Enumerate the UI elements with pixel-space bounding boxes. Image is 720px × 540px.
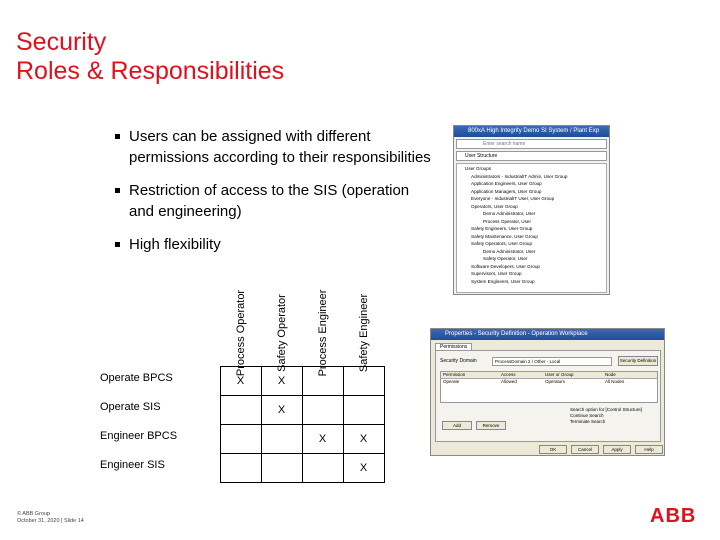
title-line-1: Security xyxy=(16,28,107,56)
plant-explorer-screenshot xyxy=(453,125,610,295)
bullet-list xyxy=(115,126,435,267)
apply-button[interactable]: Apply xyxy=(603,445,631,454)
tree-item[interactable]: Safety Engineers, User Group xyxy=(471,226,533,231)
bullet-item xyxy=(115,126,435,168)
column-header-process-engineer: Process Engineer xyxy=(317,289,329,377)
cell: All Nodes xyxy=(605,379,625,384)
table-row xyxy=(98,367,384,396)
window-titlebar: 800xA High Integrity Demo SI System / Plant Exp xyxy=(454,126,609,137)
slide-footer xyxy=(17,511,84,525)
search-option-group xyxy=(570,407,642,425)
column-header[interactable]: User or Group xyxy=(545,372,574,377)
security-domain-label: Security Domain xyxy=(440,358,477,364)
tree-item[interactable]: Safety Operators, User Group xyxy=(471,241,533,246)
matrix-cell xyxy=(302,454,343,483)
permissions-panel xyxy=(435,350,661,442)
tree-item[interactable]: System Engineers, User Group xyxy=(471,278,535,284)
column-header[interactable]: Access xyxy=(501,372,516,377)
tree-item[interactable]: Demo Administrator, User xyxy=(483,211,536,216)
domain-select[interactable]: ProcessDomain 2 / Other - Local xyxy=(492,357,612,366)
matrix-cell xyxy=(343,396,384,425)
bullet-text: High flexibility xyxy=(129,236,221,253)
table-row xyxy=(98,425,384,454)
column-header[interactable]: Node xyxy=(605,372,616,377)
bullet-text: Restriction of access to the SIS (operation and engineering) xyxy=(129,182,410,220)
row-label: Operate SIS xyxy=(100,400,161,413)
tree-item[interactable]: Everyone - IndustrialIT User, User Group xyxy=(471,196,555,201)
matrix-cell xyxy=(220,454,261,483)
tree-item[interactable]: Administrators - IndustrialIT Admin, User Group xyxy=(471,173,568,179)
column-header[interactable]: Permission xyxy=(443,372,466,377)
tree-item[interactable]: Operators, User Group xyxy=(471,203,518,209)
terminate-search-radio[interactable]: Terminate Search xyxy=(570,419,606,424)
add-button[interactable]: Add xyxy=(442,421,472,430)
tree-item[interactable]: Application Engineers, User Group xyxy=(471,181,542,186)
bullet-square-icon xyxy=(115,188,120,193)
title-line-2: Roles & Responsibilities xyxy=(16,57,285,85)
bullet-text: Users can be assigned with different permissions according to their responsibilities xyxy=(129,128,431,166)
tree-view xyxy=(456,163,607,293)
security-definition-screenshot xyxy=(430,328,665,456)
copyright-text: © ABB Group xyxy=(17,511,51,517)
table-row xyxy=(98,396,384,425)
matrix-cell xyxy=(343,367,384,396)
matrix-cell: X xyxy=(220,367,261,396)
column-header-safety-engineer: Safety Engineer xyxy=(358,293,370,373)
tree-items xyxy=(465,165,567,285)
matrix-cell xyxy=(302,396,343,425)
table-row[interactable] xyxy=(441,379,657,385)
continue-search-radio[interactable]: Continue Search xyxy=(570,413,604,418)
remove-button[interactable]: Remove xyxy=(476,421,506,430)
matrix-cell xyxy=(261,425,302,454)
matrix-cell: X xyxy=(302,425,343,454)
row-label: Engineer SIS xyxy=(100,458,165,471)
tree-item[interactable]: Safety Maintenance, User Group xyxy=(471,233,538,239)
bullet-item xyxy=(115,180,435,222)
help-button[interactable]: Help xyxy=(635,445,663,454)
tab-permissions[interactable]: Permissions xyxy=(435,343,472,351)
structure-select[interactable]: User Structure xyxy=(456,151,607,161)
roles-matrix xyxy=(98,366,385,483)
slide-title xyxy=(16,28,284,86)
tree-item[interactable]: Safety Operator, User xyxy=(483,256,528,261)
tree-item[interactable]: User Groups xyxy=(465,166,492,171)
permissions-list xyxy=(440,371,658,403)
security-definition-button[interactable]: Security Definition xyxy=(618,356,658,366)
matrix-cell: X xyxy=(261,396,302,425)
search-input[interactable]: Enter search name xyxy=(456,139,607,149)
matrix-cell xyxy=(220,396,261,425)
list-header xyxy=(441,372,657,379)
bullet-square-icon xyxy=(115,134,120,139)
matrix-cell xyxy=(220,425,261,454)
bullet-square-icon xyxy=(115,242,120,247)
column-header-process-operator: Process Operator xyxy=(235,289,247,377)
cell: Operators xyxy=(545,379,566,384)
abb-logo xyxy=(650,505,705,525)
search-option-label: Search option for [Control Structure] xyxy=(570,407,643,412)
cell: Allowed xyxy=(501,379,517,384)
bullet-item xyxy=(115,234,435,255)
logo-text: ABB xyxy=(650,505,697,525)
tree-item[interactable]: Supervisors, User Group xyxy=(471,271,522,276)
cancel-button[interactable]: Cancel xyxy=(571,445,599,454)
tree-item[interactable]: Demo Administrator, User xyxy=(483,248,536,254)
tree-item[interactable]: Application Managers, User Group xyxy=(471,188,542,194)
matrix-cell: X xyxy=(343,454,384,483)
cell: Operate xyxy=(443,379,460,384)
date-slide-text: October 31, 2020 | Slide 14 xyxy=(17,518,84,524)
matrix-cell: X xyxy=(261,367,302,396)
column-header-safety-operator: Safety Operator xyxy=(276,294,288,372)
matrix-cell xyxy=(261,454,302,483)
row-label: Operate BPCS xyxy=(100,371,173,384)
row-label: Engineer BPCS xyxy=(100,429,178,442)
matrix-cell xyxy=(302,367,343,396)
tree-item[interactable]: Process Operator, User xyxy=(483,218,531,224)
matrix-cell: X xyxy=(343,425,384,454)
window-titlebar: Properties - Security Definition - Operation Workplace xyxy=(431,329,664,340)
ok-button[interactable]: OK xyxy=(539,445,567,454)
table-row xyxy=(98,454,384,483)
tree-item[interactable]: Software Developers, User Group xyxy=(471,263,540,269)
